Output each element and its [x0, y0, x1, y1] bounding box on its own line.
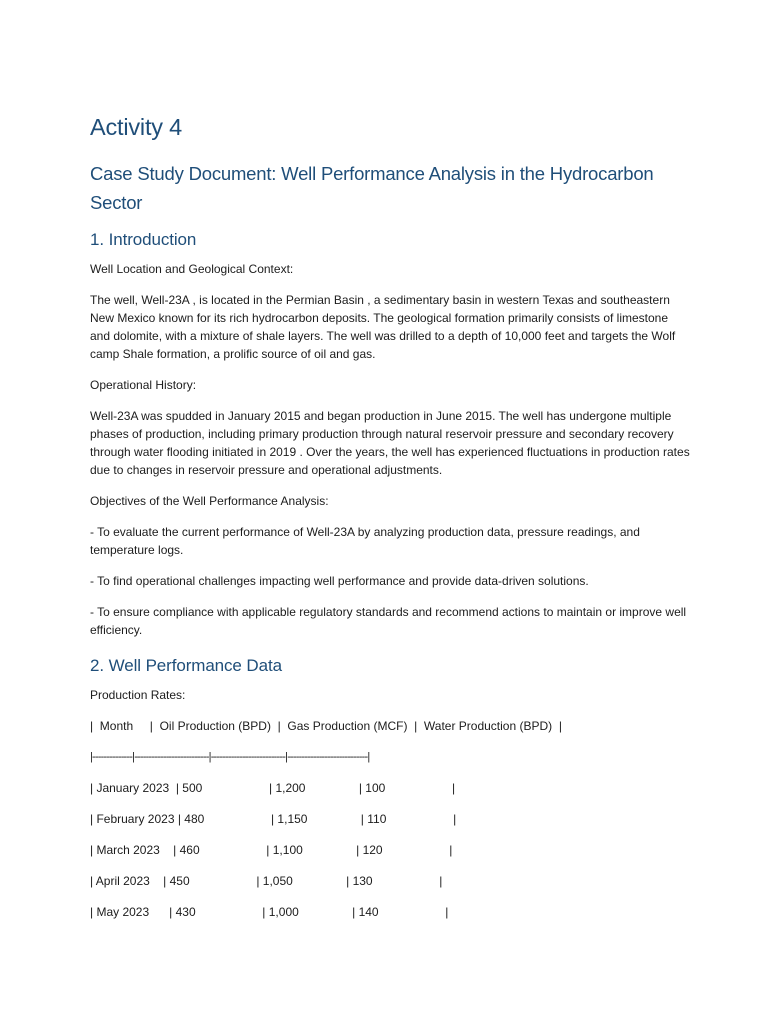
table-separator-row: |--------------|--------------------------|--------------------------|----------------------------| [90, 751, 370, 763]
table-row: | January 2023 | 500 | 1,200 | 100 | [90, 781, 456, 795]
production-label: Production Rates: [90, 688, 186, 702]
section-heading-introduction: 1. Introduction [90, 230, 197, 249]
table-row: | April 2023 | 450 | 1,050 | 130 | [90, 874, 443, 888]
objective-item: - To find operational challenges impacting well performance and provide data-driven solutions. [90, 574, 589, 588]
location-paragraph: The well, Well-23A , is located in the Permian Basin , a sedimentary basin in western Texas and southeastern New Mexico known for its rich hydrocarbon deposits. The geological formation primarily consists of limestone and dolomite, with a mixture of shale layers. The well was drilled to a depth of 10,000 feet and targets the Wolf camp Shale formation, a prolific source of oil and gas. [90, 293, 676, 361]
activity-title: Activity 4 [90, 114, 183, 140]
table-row: | May 2023 | 430 | 1,000 | 140 | [90, 905, 449, 919]
document-page [90, 112, 690, 934]
table-header-row: | Month | Oil Production (BPD) | Gas Production (MCF) | Water Production (BPD) | [90, 719, 562, 733]
history-label: Operational History: [90, 378, 197, 392]
objective-item: - To ensure compliance with applicable regulatory standards and recommend actions to maintain or improve well efficiency. [90, 605, 687, 637]
table-row: | February 2023 | 480 | 1,150 | 110 | [90, 812, 457, 826]
section-heading-performance-data: 2. Well Performance Data [90, 656, 282, 675]
objectives-label: Objectives of the Well Performance Analysis: [90, 494, 329, 508]
location-label: Well Location and Geological Context: [90, 262, 294, 276]
objective-item: - To evaluate the current performance of Well-23A by analyzing production data, pressure readings, and temperature logs. [90, 525, 640, 557]
history-paragraph: Well-23A was spudded in January 2015 and began production in June 2015. The well has undergone multiple phases of production, including primary production through natural reservoir pressure and secondary recovery through water flooding initiated in 2019 . Over the years, the well has experienced fluctuations in production rates due to changes in reservoir pressure and operational adjustments. [90, 409, 690, 477]
document-title: Case Study Document: Well Performance Analysis in the Hydrocarbon Sector [90, 163, 654, 213]
table-row: | March 2023 | 460 | 1,100 | 120 | [90, 843, 453, 857]
